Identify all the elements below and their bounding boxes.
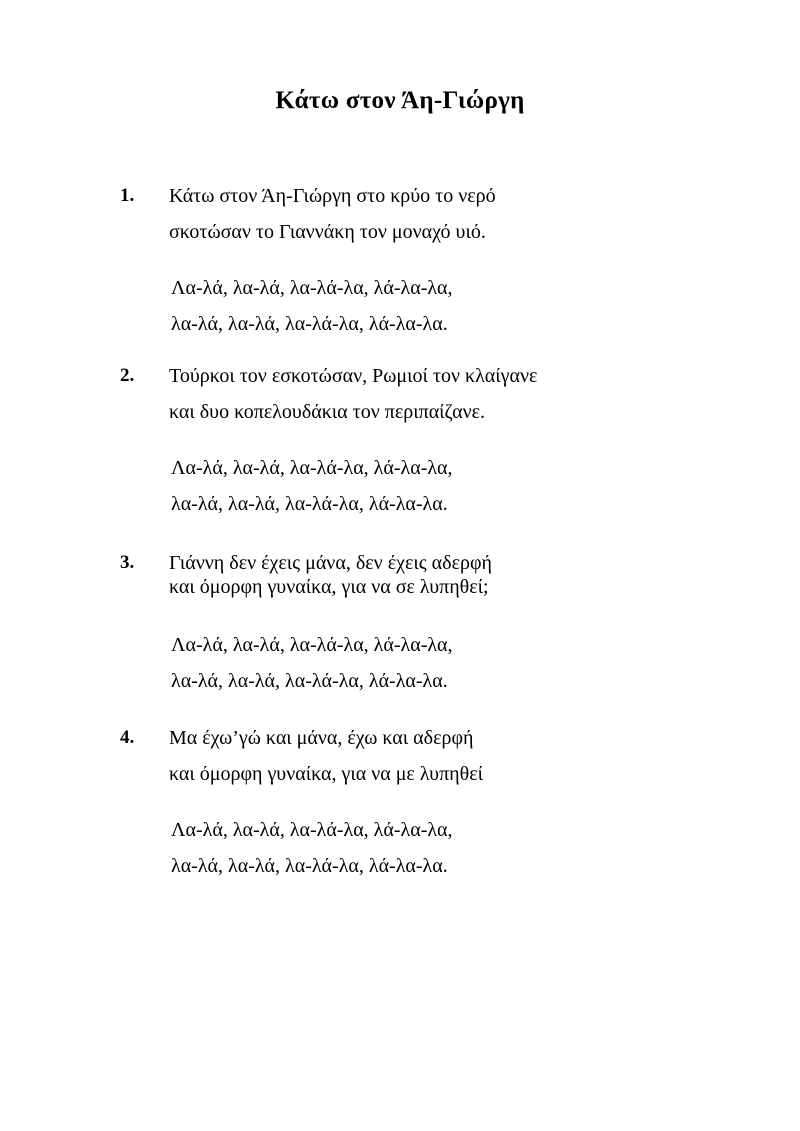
verse-line: και όμορφη γυναίκα, για να με λυπηθεί	[169, 763, 483, 785]
verse-line: Τούρκοι τον εσκοτώσαν, Ρωμιοί τον κλαίγανε	[169, 365, 538, 387]
refrain-line: Λα-λά, λα-λά, λα-λά-λα, λά-λα-λα,	[171, 277, 453, 299]
refrain-line: Λα-λά, λα-λά, λα-λά-λα, λά-λα-λα,	[171, 819, 453, 841]
verse-1	[120, 178, 740, 250]
verse-2	[120, 358, 740, 430]
verse-lines	[169, 720, 740, 792]
refrain-line: Λα-λά, λα-λά, λα-λά-λα, λά-λα-λα,	[171, 457, 453, 479]
verse-lines	[169, 358, 740, 430]
refrain-3	[171, 627, 740, 699]
verse-number: 3.	[120, 552, 135, 573]
verse-line: και δυο κοπελουδάκια τον περιπαίζανε.	[169, 401, 486, 423]
verse-line: και όμορφη γυναίκα, για να σε λυπηθεί;	[169, 576, 489, 598]
refrain-4	[171, 812, 740, 884]
verse-line: Κάτω στον Άη-Γιώργη στο κρύο το νερό	[169, 185, 496, 207]
verse-number: 1.	[120, 185, 135, 206]
verse-3	[120, 551, 740, 599]
refrain-line: λα-λά, λα-λά, λα-λά-λα, λά-λα-λα.	[171, 493, 448, 515]
refrain-2	[171, 450, 740, 522]
verse-line: σκοτώσαν το Γιαννάκη τον μοναχό υιό.	[169, 221, 486, 243]
page-title: Κάτω στον Άη-Γιώργη	[275, 87, 525, 114]
verse-lines	[169, 178, 740, 250]
refrain-1	[171, 270, 740, 342]
verse-number: 2.	[120, 365, 135, 386]
verse-line: Γιάννη δεν έχεις μάνα, δεν έχεις αδερφή	[169, 552, 492, 574]
lyrics-body	[120, 178, 740, 884]
verse-line: Μα έχω’γώ και μάνα, έχω και αδερφή	[169, 727, 474, 749]
refrain-line: λα-λά, λα-λά, λα-λά-λα, λά-λα-λα.	[171, 313, 448, 335]
verse-lines	[169, 551, 740, 599]
verse-number: 4.	[120, 727, 135, 748]
refrain-line: Λα-λά, λα-λά, λα-λά-λα, λά-λα-λα,	[171, 634, 453, 656]
verse-4	[120, 720, 740, 792]
refrain-line: λα-λά, λα-λά, λα-λά-λα, λά-λα-λα.	[171, 855, 448, 877]
refrain-line: λα-λά, λα-λά, λα-λά-λα, λά-λα-λα.	[171, 670, 448, 692]
